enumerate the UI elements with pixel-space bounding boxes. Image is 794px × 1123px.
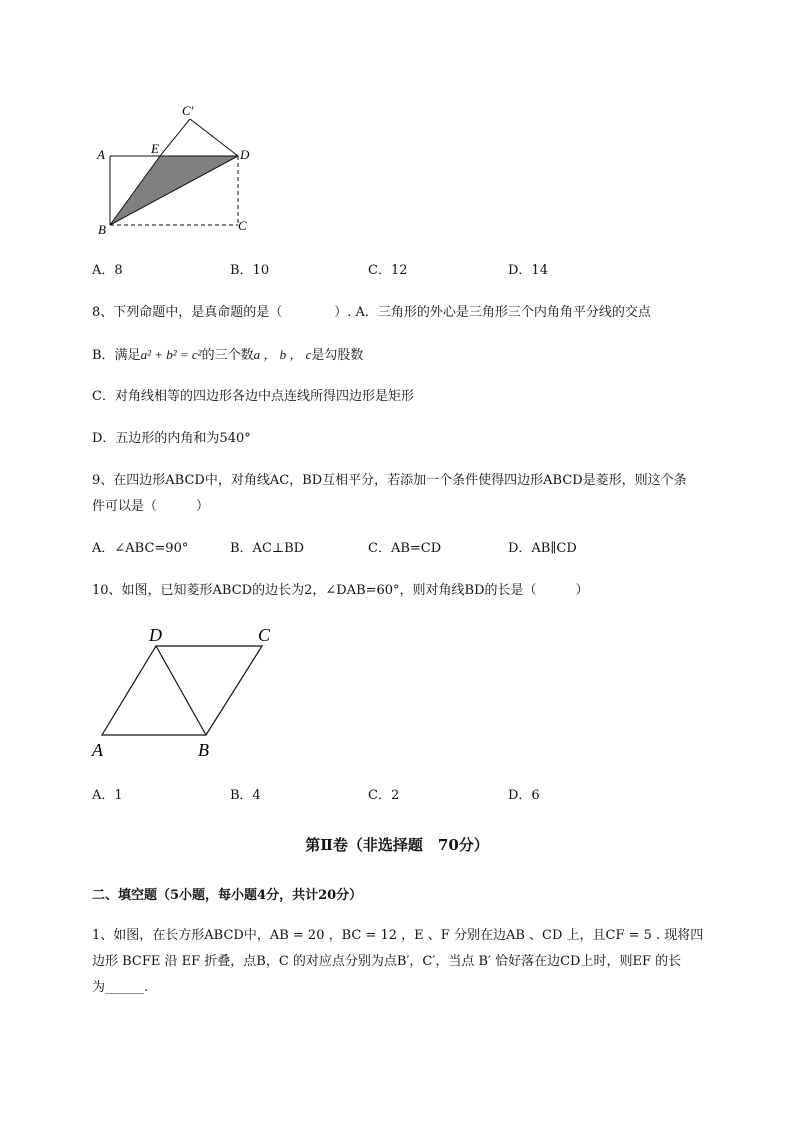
label-c: C bbox=[258, 625, 271, 645]
section2-title: 二、填空题（5小题，每小题4分，共计20分） bbox=[92, 888, 363, 903]
q7-option-a: A．8 bbox=[92, 263, 123, 278]
q7-option-b: B．10 bbox=[230, 263, 270, 278]
q8-b-vars: a ， b ， c bbox=[253, 347, 312, 362]
fill1-line1: 1、如图，在长方形ABCD中，AB = 20 ，BC = 12 ，E 、F 分别在边AB 、CD 上，且CF = 5 . 现将四 bbox=[92, 928, 704, 943]
label-c: C bbox=[238, 218, 247, 233]
label-d: D bbox=[149, 625, 162, 645]
q10-option-c: C．2 bbox=[368, 788, 400, 803]
q8-b-formula: a² + b² = c² bbox=[140, 347, 202, 362]
segment-ec-prime bbox=[160, 119, 190, 156]
q7-option-c: C．12 bbox=[368, 263, 408, 278]
q9-option-d: D．AB∥CD bbox=[508, 541, 577, 556]
q9-stem-line1: 9、在四边形ABCD中，对角线AC，BD互相平分，若添加一个条件使得四边形ABCD是菱形，则这个条 bbox=[92, 473, 687, 488]
label-b: B bbox=[98, 222, 106, 237]
q8-option-c: C．对角线相等的四边形各边中点连线所得四边形是矩形 bbox=[92, 389, 414, 404]
q9-option-c: C．AB=CD bbox=[368, 541, 442, 556]
q10-stem: 10、如图，已知菱形ABCD的边长为2，∠DAB=60°，则对角线BD的长是（ ） bbox=[92, 583, 589, 598]
fill1-line3: 为______. bbox=[92, 980, 149, 995]
fill1-line2: 边形 BCFE 沿 EF 折叠，点B，C 的对应点分别为点B′，C′，当点 B′ 恰好落在边CD上时，则EF 的长 bbox=[92, 954, 682, 969]
q9-option-a: A．∠ABC=90° bbox=[92, 541, 189, 556]
q8-option-a: ）. A．三角形的外心是三角形三个内角角平分线的交点 bbox=[334, 305, 651, 320]
label-e: E bbox=[151, 141, 159, 156]
label-d: D bbox=[240, 147, 250, 162]
rhombus-abcd bbox=[102, 646, 262, 735]
q10-option-b: B．4 bbox=[230, 788, 261, 803]
label-a: A bbox=[92, 740, 103, 760]
q8-stem bbox=[92, 303, 651, 323]
diagonal-bd bbox=[156, 646, 206, 735]
q9-option-b: B．AC⊥BD bbox=[230, 541, 305, 556]
q7-option-d: D．14 bbox=[508, 263, 548, 278]
q8-stem-text: 8、下列命题中，是真命题的是（ bbox=[92, 305, 283, 320]
q8-b-suffix: 是勾股数 bbox=[311, 348, 364, 363]
q8-b-prefix: B．满足 bbox=[92, 348, 141, 363]
q10-option-a: A．1 bbox=[92, 788, 123, 803]
figure-folded-rectangle bbox=[92, 98, 262, 238]
q8-b-mid: 的三个数 bbox=[201, 348, 254, 363]
part2-title: 第Ⅱ卷（非选择题 70分） bbox=[305, 836, 489, 854]
label-a: A bbox=[97, 147, 105, 162]
segment-c-prime-d bbox=[190, 119, 238, 156]
q9-stem-line2: 件可以是（ ） bbox=[92, 499, 210, 514]
label-b: B bbox=[198, 740, 209, 760]
label-c-prime: C′ bbox=[182, 103, 194, 118]
q8-option-b bbox=[92, 345, 363, 366]
q8-option-d: D．五边形的内角和为540° bbox=[92, 431, 251, 446]
figure-rhombus bbox=[88, 622, 288, 762]
shaded-triangle-bed bbox=[110, 156, 238, 225]
q10-option-d: D．6 bbox=[508, 788, 540, 803]
